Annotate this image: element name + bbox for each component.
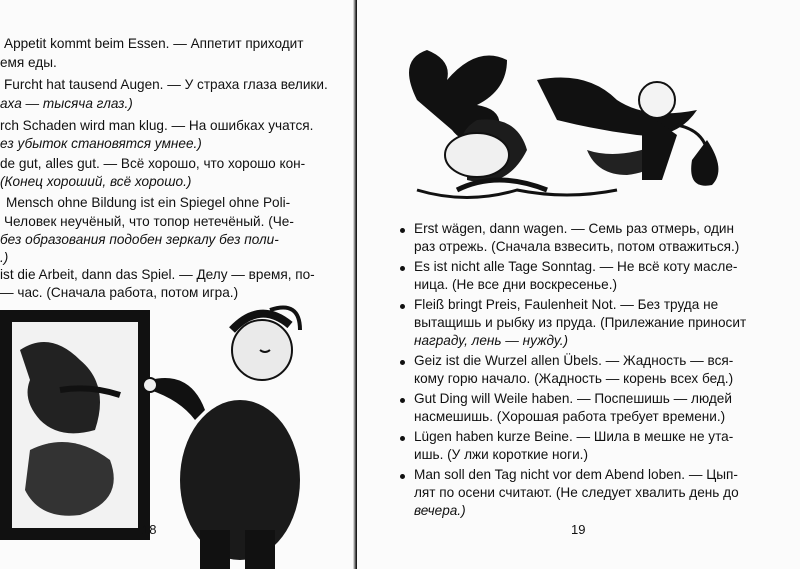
text-line: Es ist nicht alle Tage Sonntag. — Не всё коту масле- xyxy=(414,259,738,274)
text-line: ишь. (У лжи короткие ноги.) xyxy=(414,447,588,462)
text-line: de gut, alles gut. — Всё хорошо, что хорошо кон- xyxy=(0,156,306,171)
text-line: Gut Ding will Weile haben. — Поспешишь — людей xyxy=(414,391,732,406)
bullet-dot xyxy=(400,474,405,479)
text-line: Человек неучёный, что топор нетечёный. (Че- xyxy=(4,214,294,229)
text-line: ез убыток становятся умнее.) xyxy=(0,136,202,151)
text-line: раз отрежь. (Сначала взвесить, потом отважиться.) xyxy=(414,239,740,254)
text-line: ница. (Не все дни воскресенье.) xyxy=(414,277,617,292)
page-number: 18 xyxy=(142,522,157,537)
bullet-dot xyxy=(400,360,405,365)
text-line: Furcht hat tausend Augen. — У страха глаза велики. xyxy=(4,77,328,92)
text-line: rch Schaden wird man klug. — На ошибках учатся. xyxy=(0,118,314,133)
bullet-dot xyxy=(400,266,405,271)
text-line: без образования подобен зеркалу без поли- xyxy=(0,232,279,247)
text-line: ist die Arbeit, dann das Spiel. — Делу — время, по- xyxy=(0,267,315,282)
text-line: емя еды. xyxy=(0,55,57,70)
text-line: Man soll den Tag nicht vor dem Abend loben. — Цып- xyxy=(414,467,738,482)
text-line: Appetit kommt beim Essen. — Аппетит приходит xyxy=(4,36,304,51)
text-line: Lügen haben kurze Beine. — Шила в мешке не ута- xyxy=(414,429,734,444)
text-line: вытащишь и рыбку из пруда. (Прилежание приносит xyxy=(414,315,747,330)
bullet-dot xyxy=(400,398,405,403)
illustration-boy-pulling-beet xyxy=(357,40,800,210)
text-line: насмешишь. (Хорошая работа требует времени.) xyxy=(414,409,726,424)
text-line: лят по осени считают. (Не следует хвалить день до xyxy=(414,485,739,500)
text-line: — час. (Сначала работа, потом игра.) xyxy=(0,285,239,300)
text-line: награду, лень — нужду.) xyxy=(414,333,569,348)
page-number: 19 xyxy=(571,522,586,537)
text-line: (Конец хороший, всё хорошо.) xyxy=(0,174,192,189)
text-line: Geiz ist die Wurzel allen Übels. — Жадность — вся- xyxy=(414,353,734,368)
right-page xyxy=(357,0,800,569)
bullet-dot xyxy=(400,228,405,233)
bullet-dot xyxy=(400,304,405,309)
bullet-dot xyxy=(400,436,405,441)
illustration-man-pointing-at-painting xyxy=(0,290,357,569)
text-line: .) xyxy=(0,250,9,265)
left-page xyxy=(0,0,357,569)
text-line: кому горю начало. (Жадность — корень всех бед.) xyxy=(414,371,734,386)
text-line: аха — тысяча глаз.) xyxy=(0,96,133,111)
text-line: Mensch ohne Bildung ist ein Spiegel ohne Poli- xyxy=(6,195,291,210)
text-line: вечера.) xyxy=(414,503,466,518)
text-line: Erst wägen, dann wagen. — Семь раз отмерь, один xyxy=(414,221,734,236)
text-line: Fleiß bringt Preis, Faulenheit Not. — Без труда не xyxy=(414,297,719,312)
